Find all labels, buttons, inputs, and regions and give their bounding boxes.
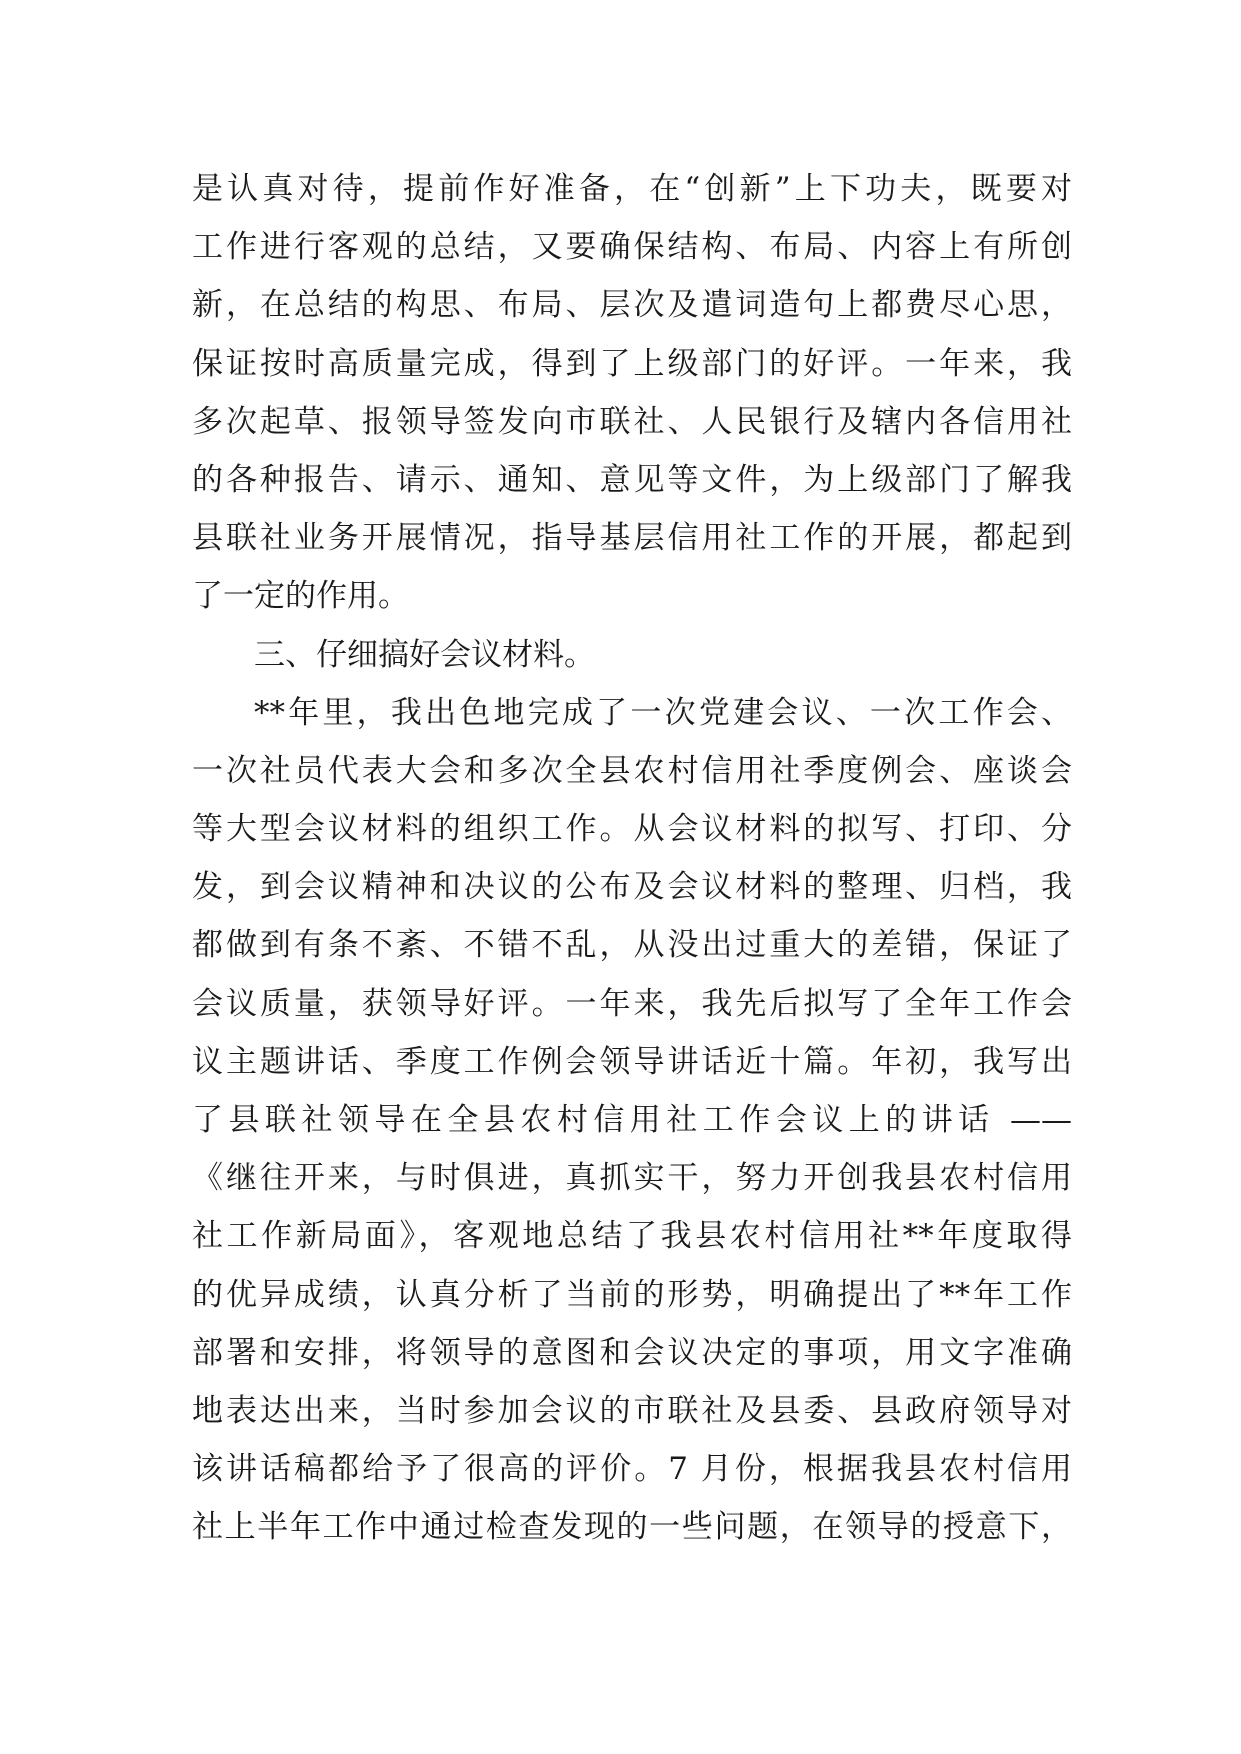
text-line: 社上半年工作中通过检查发现的一些问题，在领导的授意下， — [192, 1509, 1072, 1546]
text-line: 一次社员代表大会和多次全县农村信用社季度例会、座谈会 — [192, 752, 1072, 789]
section-heading: 三、仔细搞好会议材料。 — [254, 636, 595, 673]
text-line: 了县联社领导在全县农村信用社工作会议上的讲话 —— — [192, 1102, 1072, 1138]
text-line: 的优异成绩，认真分析了当前的形势，明确提出了**年工作 — [192, 1276, 1072, 1313]
text-line: 议主题讲话、季度工作例会领导讲话近十篇。年初，我写出 — [192, 1043, 1072, 1080]
text-line: 了一定的作用。 — [192, 578, 409, 615]
text-line: 新，在总结的构思、布局、层次及遣词造句上都费尽心思， — [192, 287, 1072, 324]
text-line: 该讲话稿都给予了很高的评价。7 月份，根据我县农村信用 — [192, 1451, 1072, 1488]
text-line: 是认真对待，提前作好准备，在“创新”上下功夫，既要对 — [192, 171, 1072, 207]
text-line: 多次起草、报领导签发向市联社、人民银行及辖内各信用社 — [192, 403, 1072, 440]
text-line: 部署和安排，将领导的意图和会议决定的事项，用文字准确 — [192, 1334, 1072, 1371]
text-line: 都做到有条不紊、不错不乱，从没出过重大的差错，保证了 — [192, 927, 1072, 964]
text-line: 发，到会议精神和决议的公布及会议材料的整理、归档，我 — [192, 869, 1072, 906]
text-line: 会议质量，获领导好评。一年来，我先后拟写了全年工作会 — [192, 985, 1072, 1022]
text-line: **年里，我出色地完成了一次党建会议、一次工作会、 — [254, 694, 1072, 731]
text-line: 保证按时高质量完成，得到了上级部门的好评。一年来，我 — [192, 345, 1072, 382]
text-line: 等大型会议材料的组织工作。从会议材料的拟写、打印、分 — [192, 811, 1072, 848]
text-line: 的各种报告、请示、通知、意见等文件，为上级部门了解我 — [192, 461, 1072, 498]
text-line: 县联社业务开展情况，指导基层信用社工作的开展，都起到 — [192, 520, 1072, 557]
text-line: 社工作新局面》，客观地总结了我县农村信用社**年度取得 — [192, 1218, 1072, 1255]
text-line: 工作进行客观的总结，又要确保结构、布局、内容上有所创 — [192, 229, 1072, 266]
text-line: 《继往开来，与时俱进，真抓实干，努力开创我县农村信用 — [192, 1160, 1072, 1197]
body-text — [192, 160, 1072, 1557]
text-line: 地表达出来，当时参加会议的市联社及县委、县政府领导对 — [192, 1392, 1072, 1429]
